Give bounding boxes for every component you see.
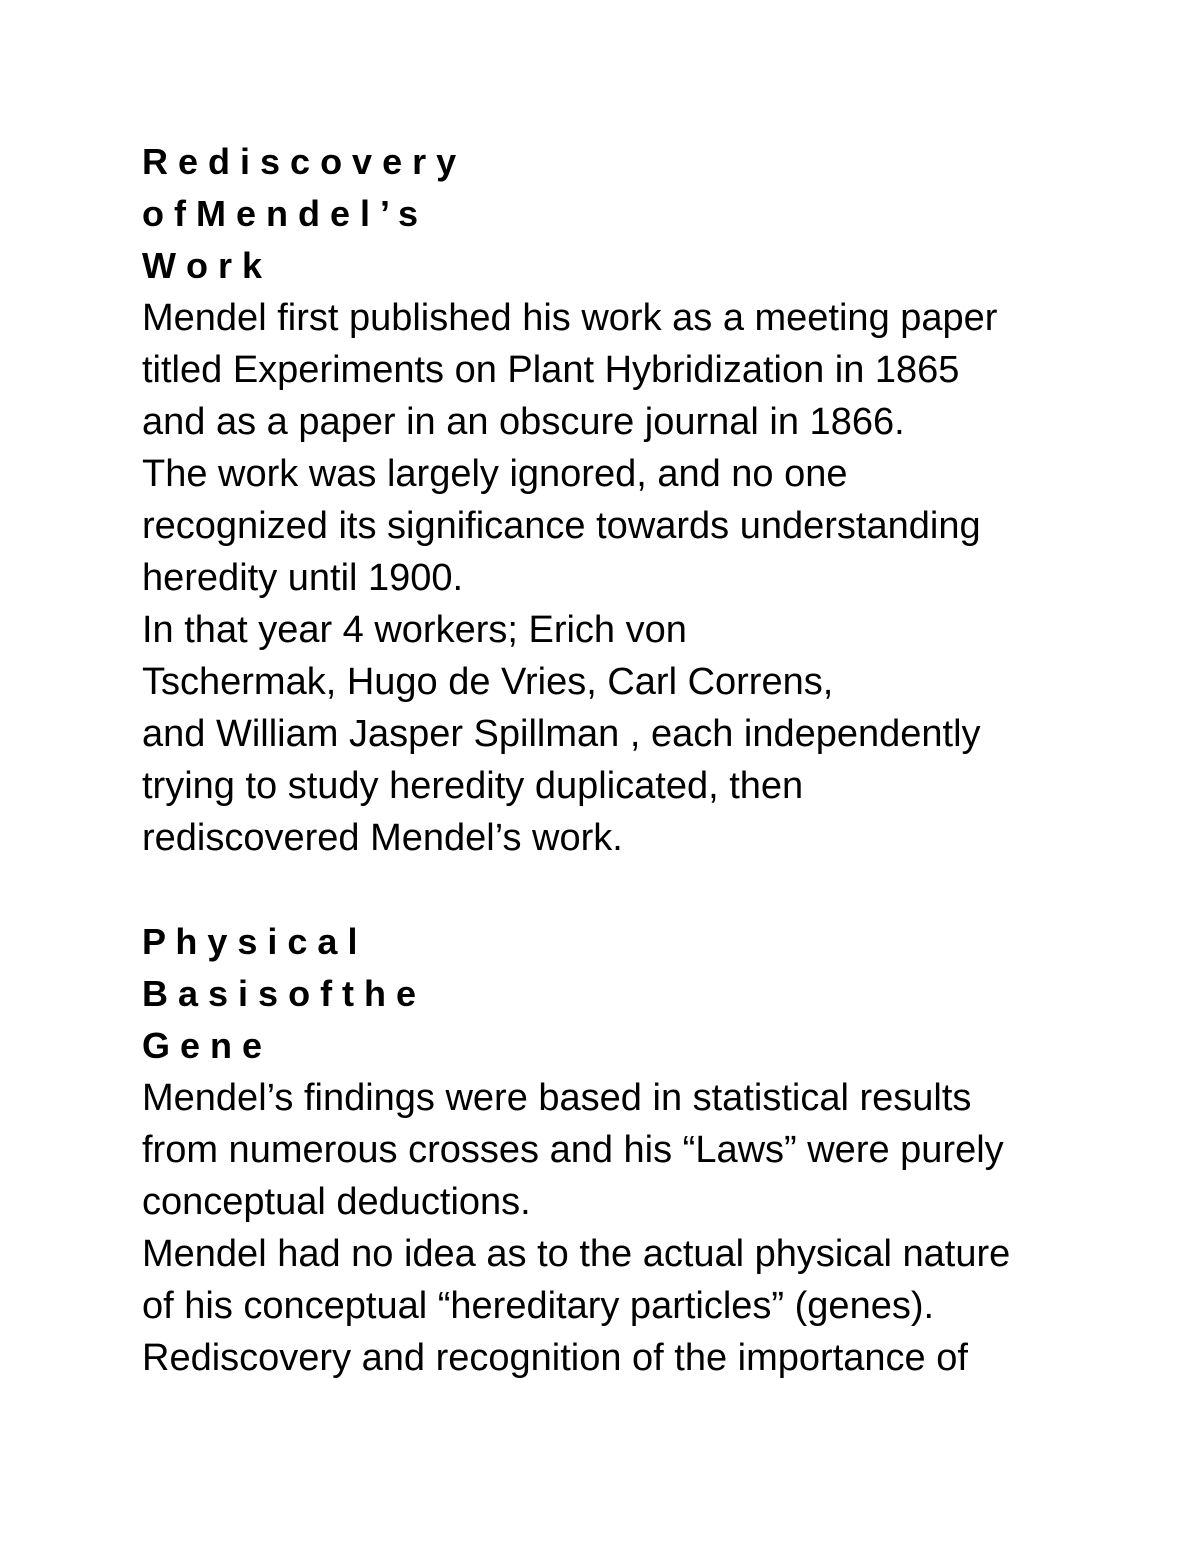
paragraph-line: recognized its significance towards understanding (142, 505, 981, 547)
document-content (142, 136, 1102, 1384)
section-heading-line: o f M e n d e l ’ s (142, 193, 419, 234)
paragraph-line: from numerous crosses and his “Laws” were purely (142, 1129, 1004, 1171)
paragraph-line: and William Jasper Spillman , each independently (142, 713, 981, 755)
paragraph-line: trying to study heredity duplicated, then (142, 765, 804, 807)
paragraph-line: Mendel’s findings were based in statistical results (142, 1077, 972, 1119)
paragraph-line: heredity until 1900. (142, 557, 464, 599)
paragraph-line: of his conceptual “hereditary particles” (genes). (142, 1285, 935, 1327)
paragraph-line: Tschermak, Hugo de Vries, Carl Correns, (142, 661, 834, 703)
section-heading-line: B a s i s o f t h e (142, 973, 417, 1014)
paragraph-line: rediscovered Mendel’s work. (142, 817, 623, 859)
paragraph-line: titled Experiments on Plant Hybridization in 1865 (142, 349, 960, 391)
section-rediscovery (142, 136, 1102, 864)
section-physical-basis (142, 916, 1102, 1384)
paragraph-line: The work was largely ignored, and no one (142, 453, 848, 495)
section-heading-line: W o r k (142, 245, 263, 286)
section-heading-line: G e n e (142, 1025, 263, 1066)
paragraph-line: Rediscovery and recognition of the importance of (142, 1337, 968, 1379)
paragraph-line: and as a paper in an obscure journal in 1866. (142, 401, 905, 443)
paragraph-line: Mendel had no idea as to the actual physical nature (142, 1233, 1011, 1275)
section-heading-line: P h y s i c a l (142, 921, 358, 962)
paragraph-line: conceptual deductions. (142, 1181, 531, 1223)
section-heading-line: R e d i s c o v e r y (142, 141, 457, 182)
section-spacer (142, 864, 1102, 916)
paragraph-line: In that year 4 workers; Erich von (142, 609, 687, 651)
paragraph-line: Mendel first published his work as a meeting paper (142, 297, 998, 339)
